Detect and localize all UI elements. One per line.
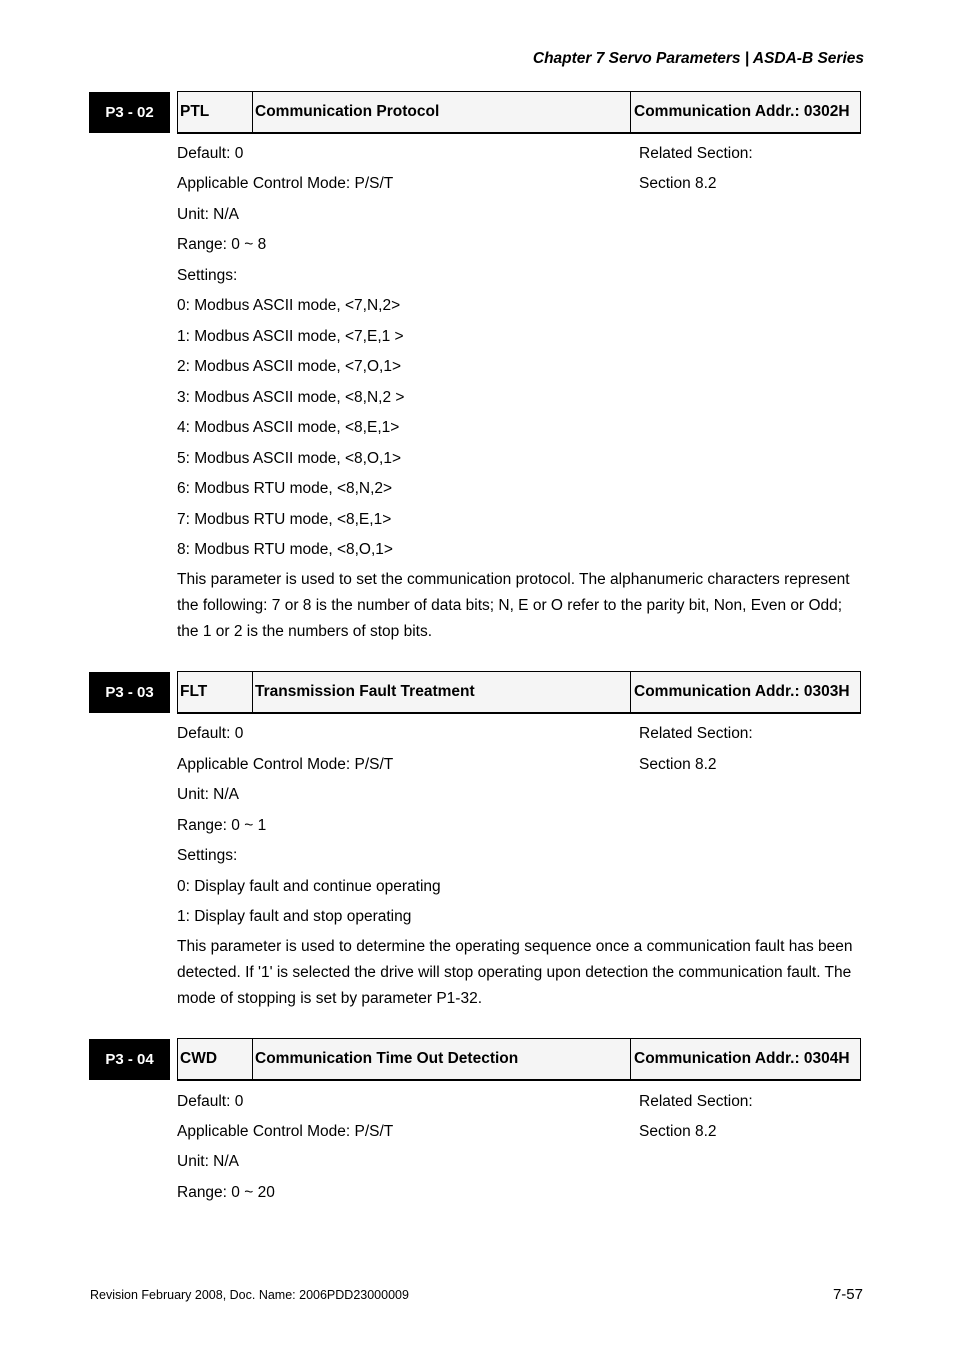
setting-item: 0: Modbus ASCII mode, <7,N,2> <box>177 297 401 314</box>
param-name: Communication Time Out Detection <box>252 1039 633 1079</box>
related-section: Section 8.2 <box>639 756 717 773</box>
param-abbr: PTL <box>180 103 210 120</box>
chapter-header: Chapter 7 Servo Parameters | ASDA-B Series <box>532 50 864 67</box>
control-mode: Applicable Control Mode: P/S/T <box>177 175 394 192</box>
related-label: Related Section: <box>639 145 753 162</box>
setting-item: 7: Modbus RTU mode, <8,E,1> <box>177 511 392 528</box>
param-description: This parameter is used to set the communication protocol. The alphanumeric characters represent the following: 7 or 8 is the number of data bits; N, E or O refer to the parity bit, Non, Even or Odd; the 1 or 2 is the numbers of stop bits. <box>177 571 850 640</box>
param-header-p3-04 <box>89 1038 861 1081</box>
param-code: P3 - 04 <box>89 1039 170 1080</box>
unit: Unit: N/A <box>177 1153 240 1170</box>
setting-item: 5: Modbus ASCII mode, <8,O,1> <box>177 450 402 467</box>
setting-item: 8: Modbus RTU mode, <8,O,1> <box>177 541 393 558</box>
setting-item: 3: Modbus ASCII mode, <8,N,2 > <box>177 389 405 406</box>
default-value: Default: 0 <box>177 145 244 162</box>
param-addr: Communication Addr.: 0302H <box>630 92 864 132</box>
param-code: P3 - 03 <box>89 672 170 713</box>
param-code: P3 - 02 <box>89 92 170 133</box>
setting-item: 1: Modbus ASCII mode, <7,E,1 > <box>177 328 404 345</box>
page-number: 7-57 <box>832 1286 863 1303</box>
control-mode: Applicable Control Mode: P/S/T <box>177 1123 394 1140</box>
range: Range: 0 ~ 8 <box>177 236 267 253</box>
setting-item: 2: Modbus ASCII mode, <7,O,1> <box>177 358 402 375</box>
unit: Unit: N/A <box>177 786 240 803</box>
unit: Unit: N/A <box>177 206 240 223</box>
range: Range: 0 ~ 20 <box>177 1184 275 1201</box>
control-mode: Applicable Control Mode: P/S/T <box>177 756 394 773</box>
param-addr: Communication Addr.: 0304H <box>630 1039 864 1079</box>
param-addr: Communication Addr.: 0303H <box>630 672 864 712</box>
settings-label: Settings: <box>177 847 238 864</box>
related-label: Related Section: <box>639 1093 753 1110</box>
range: Range: 0 ~ 1 <box>177 817 267 834</box>
settings-label: Settings: <box>177 267 238 284</box>
param-table <box>177 91 861 134</box>
default-value: Default: 0 <box>177 725 244 742</box>
param-header-p3-03 <box>89 671 861 714</box>
related-label: Related Section: <box>639 725 753 742</box>
setting-item: 4: Modbus ASCII mode, <8,E,1> <box>177 419 400 436</box>
param-abbr: FLT <box>180 683 208 700</box>
param-table <box>177 1038 861 1081</box>
setting-item: 0: Display fault and continue operating <box>177 878 441 895</box>
setting-item: 6: Modbus RTU mode, <8,N,2> <box>177 480 393 497</box>
param-name: Transmission Fault Treatment <box>252 672 633 712</box>
footer-revision: Revision February 2008, Doc. Name: 2006PDD23000009 <box>90 1288 409 1302</box>
param-header-p3-02 <box>89 91 861 134</box>
default-value: Default: 0 <box>177 1093 244 1110</box>
param-name: Communication Protocol <box>252 92 633 132</box>
related-section: Section 8.2 <box>639 1123 717 1140</box>
setting-item: 1: Display fault and stop operating <box>177 908 412 925</box>
related-section: Section 8.2 <box>639 175 717 192</box>
param-description: This parameter is used to determine the operating sequence once a communication fault has been detected. If '1' is selected the drive will stop operating upon detection the communication fault. The mode of stopping is set by parameter P1-32. <box>177 938 853 1007</box>
param-table <box>177 671 861 714</box>
param-abbr: CWD <box>180 1050 218 1067</box>
